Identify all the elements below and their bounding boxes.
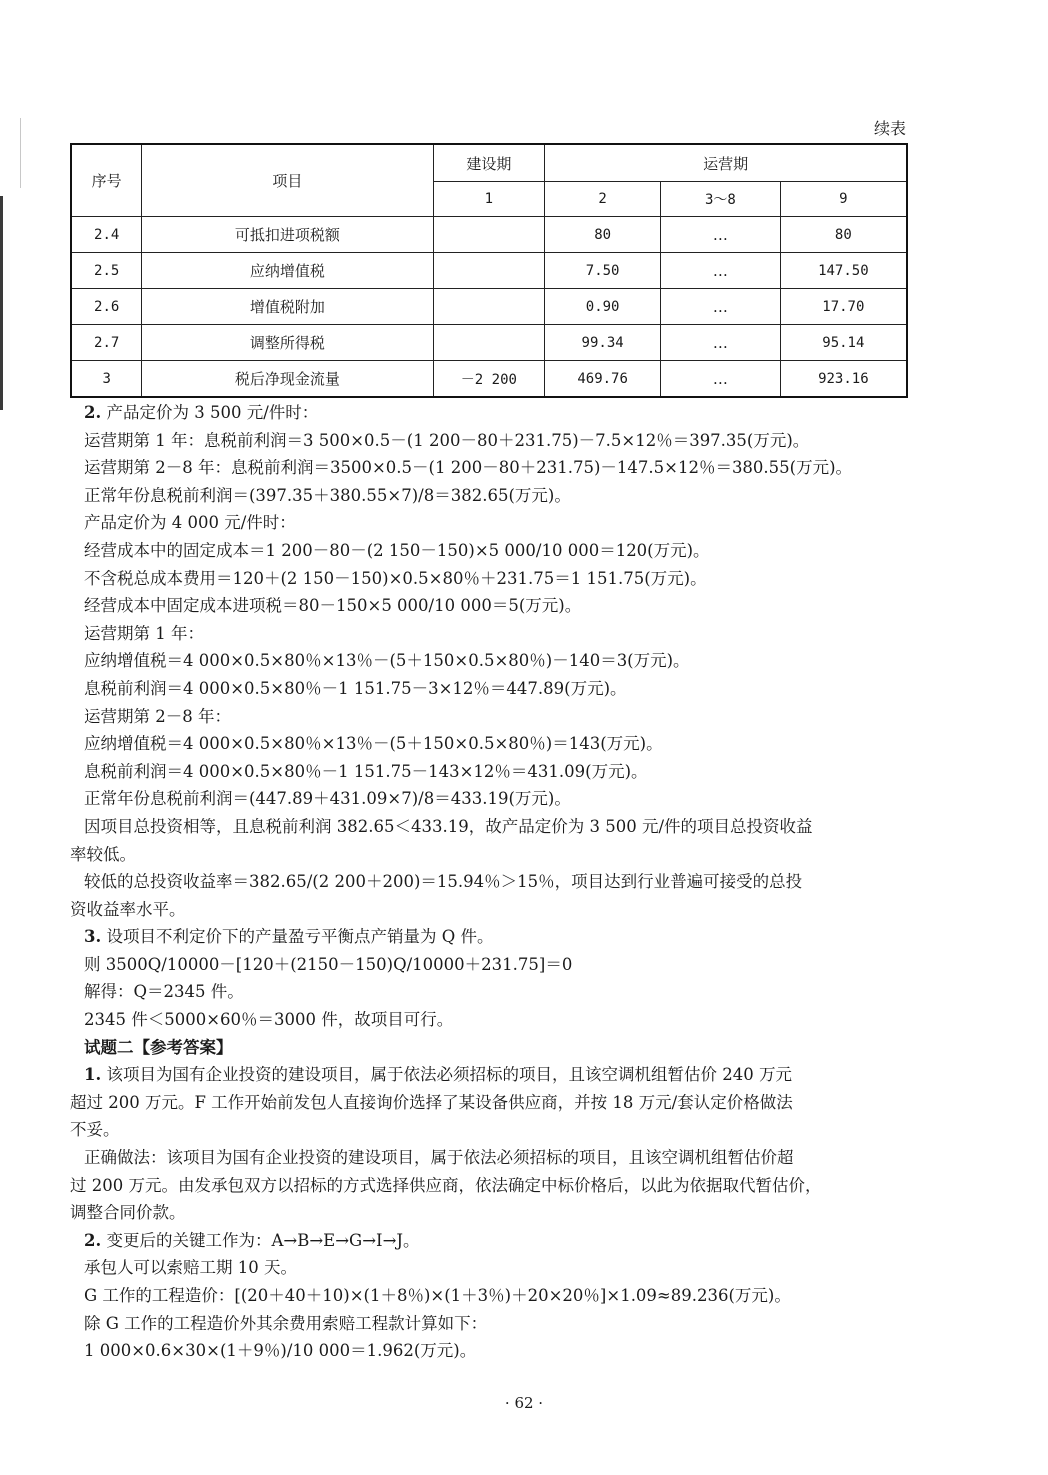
text-line: 2. 产品定价为 3 500 元/件时： [84, 403, 319, 422]
table-row: 3 税后净现金流量 －2 200 469.76 … 923.16 [71, 361, 907, 398]
text-line: 正确做法：该项目为国有企业投资的建设项目，属于依法必须招标的项目，且该空调机组暂估价超 [84, 1148, 794, 1168]
text-line: 2. 变更后的关键工作为：A→B→E→G→I→J。 [84, 1230, 420, 1250]
text-line: 运营期第 2－8 年：息税前利润＝3500×0.5－(1 200－80＋231.75)－147.5×12％＝380.55(万元)。 [84, 458, 853, 478]
cash-flow-table [70, 143, 908, 398]
text-line: 息税前利润＝4 000×0.5×80％－1 151.75－143×12％＝431.09(万元)。 [84, 761, 648, 781]
header-item: 项目 [142, 144, 433, 217]
text-line: 1. 该项目为国有企业投资的建设项目，属于依法必须招标的项目，且该空调机组暂估价 240 万元 [84, 1065, 792, 1085]
table-row: 2.7 调整所得税 99.34 … 95.14 [71, 325, 907, 361]
header-col4: 9 [780, 182, 907, 217]
text-line: 因项目总投资相等，且息税前利润 382.65＜433.19，故产品定价为 3 500 元/件的项目总投资收益 [84, 816, 813, 836]
text-line: 运营期第 1 年： [84, 623, 204, 643]
table-row: 2.4 可抵扣进项税额 80 … 80 [71, 217, 907, 253]
binding-line [20, 118, 21, 188]
binding-edge [0, 196, 3, 410]
text-line: G 工作的工程造价：[(20＋40＋10)×(1＋8％)×(1＋3％)＋20×20％]×1.09≈89.236(万元)。 [84, 1286, 791, 1305]
text-line: 应纳增值税＝4 000×0.5×80％×13％－(5＋150×0.5×80％)＝143(万元)。 [84, 734, 663, 754]
header-construction: 建设期 [433, 144, 545, 182]
text-line: 经营成本中固定成本进项税＝80－150×5 000/10 000＝5(万元)。 [84, 596, 582, 616]
text-line: 不妥。 [70, 1120, 120, 1140]
text-line: 1 000×0.6×30×(1＋9％)/10 000＝1.962(万元)。 [84, 1341, 477, 1361]
text-line: 超过 200 万元。F 工作开始前发包人直接询价选择了某设备供应商，并按 18 万元/套认定价格做法 [70, 1092, 793, 1112]
text-line: 3. 设项目不利定价下的产量盈亏平衡点产销量为 Q 件。 [84, 927, 494, 947]
text-line: 率较低。 [70, 844, 136, 864]
text-line: 息税前利润＝4 000×0.5×80％－1 151.75－3×12％＝447.89(万元)。 [84, 678, 627, 698]
text-line: 正常年份息税前利润＝(397.35＋380.55×7)/8＝382.65(万元)。 [84, 485, 571, 505]
text-line: 则 3500Q/10000－[120＋(2150－150)Q/10000＋231.75]＝0 [84, 954, 573, 974]
table-row: 2.5 应纳增值税 7.50 … 147.50 [71, 253, 907, 289]
text-line: 除 G 工作的工程造价外其余费用索赔工程款计算如下： [84, 1313, 488, 1333]
text-line: 2345 件＜5000×60％＝3000 件，故项目可行。 [84, 1010, 454, 1030]
header-seq: 序号 [71, 144, 142, 217]
text-line: 承包人可以索赔工期 10 天。 [84, 1258, 297, 1278]
header-operation: 运营期 [545, 144, 907, 182]
continued-table-label: 续表 [873, 119, 906, 138]
text-line: 经营成本中的固定成本＝1 200－80－(2 150－150)×5 000/10 000＝120(万元)。 [84, 540, 710, 560]
answer-body [70, 399, 944, 1365]
table-row: 2.6 增值税附加 0.90 … 17.70 [71, 289, 907, 325]
text-line: 不含税总成本费用＝120＋(2 150－150)×0.5×80％＋231.75＝1 151.75(万元)。 [84, 568, 707, 588]
text-line: 调整合同价款。 [70, 1203, 186, 1223]
text-line: 资收益率水平。 [70, 899, 186, 919]
text-line: 解得：Q＝2345 件。 [84, 982, 244, 1002]
text-line: 运营期第 1 年：息税前利润＝3 500×0.5－(1 200－80＋231.75)－7.5×12％＝397.35(万元)。 [84, 430, 810, 450]
text-line: 正常年份息税前利润＝(447.89＋431.09×7)/8＝433.19(万元)。 [84, 789, 571, 809]
text-line: 过 200 万元。由发承包双方以招标的方式选择供应商，依法确定中标价格后，以此为依据取代暂估价， [70, 1175, 822, 1195]
header-col1: 1 [433, 182, 545, 217]
page-number: · 62 · [504, 1394, 544, 1412]
text-line: 产品定价为 4 000 元/件时： [84, 513, 296, 533]
header-col2: 2 [545, 182, 661, 217]
section-heading: 试题二【参考答案】 [84, 1037, 233, 1057]
text-line: 应纳增值税＝4 000×0.5×80％×13％－(5＋150×0.5×80％)－140＝3(万元)。 [84, 651, 690, 671]
text-line: 运营期第 2－8 年： [84, 706, 231, 726]
text-line: 较低的总投资收益率＝382.65/(2 200＋200)＝15.94％＞15％，项目达到行业普遍可接受的总投 [84, 872, 803, 892]
header-col3: 3～8 [661, 182, 781, 217]
